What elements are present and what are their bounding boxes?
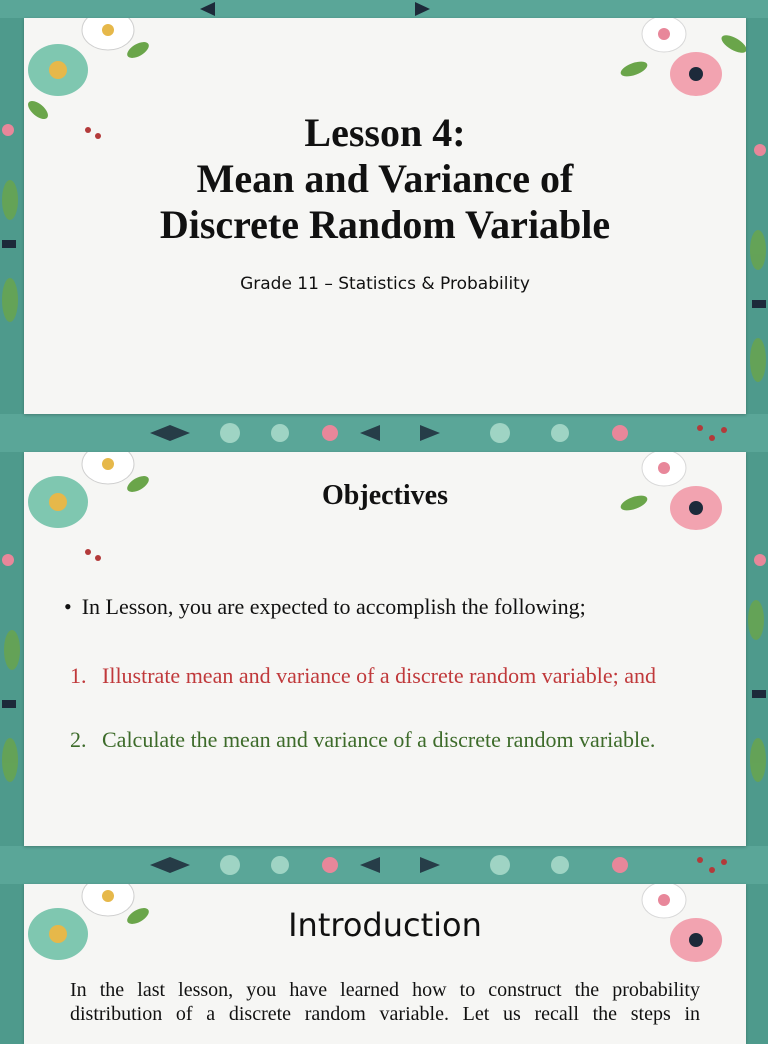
flower-icon [24,452,168,572]
objectives-title: Objectives [322,480,448,511]
objective-number: 1. [70,663,87,688]
objective-item [70,662,700,690]
objectives-intro-text: In Lesson, you are expected to accomplish the following; [81,594,586,619]
slide-introduction [24,884,746,1044]
introduction-body: In the last lesson, you have learned how to construct the probability distribution of a discrete random variable. Let us recall the steps in [70,979,700,1025]
lesson-title [24,110,746,248]
slide-objectives [24,452,746,846]
lesson-title-line-3: Discrete Random Variable [159,202,611,247]
objective-text: Calculate the mean and variance of a discrete random variable. [102,727,656,752]
slide-title [24,18,746,414]
lesson-title-line-2: Mean and Variance of [196,156,574,201]
lesson-title-line-1: Lesson 4: [304,110,466,155]
objective-item [70,726,700,754]
pink-flower-icon [604,18,746,124]
objective-number: 2. [70,727,87,752]
lesson-subtitle: Grade 11 – Statistics & Probability [240,274,530,294]
introduction-title: Introduction [288,906,482,944]
objective-text: Illustrate mean and variance of a discrete random variable; and [102,663,657,688]
bullet-icon: • [64,594,72,619]
objectives-intro-bullet [64,594,586,620]
